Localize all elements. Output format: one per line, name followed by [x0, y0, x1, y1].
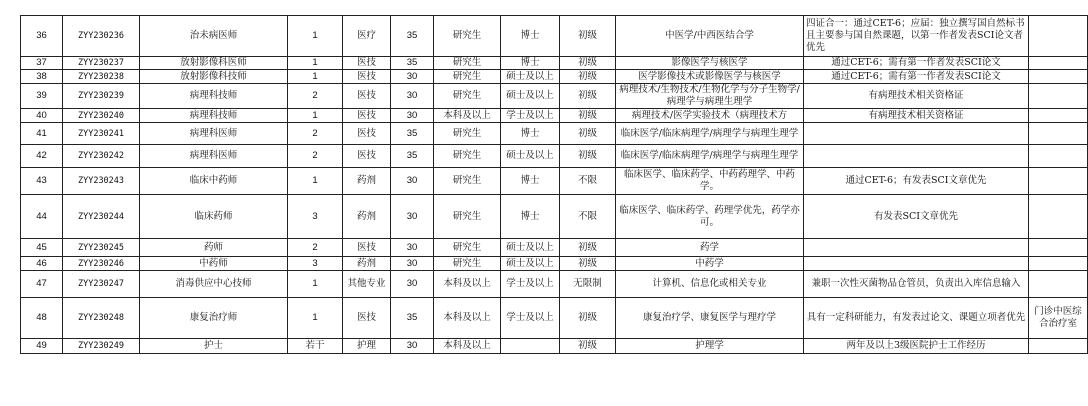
degree-cell: 硕士及以上 [501, 257, 560, 271]
requirement-cell [804, 257, 1029, 271]
age-limit-cell: 30 [391, 239, 434, 257]
degree-cell: 博士 [501, 16, 560, 57]
position-code-cell: ZYY230240 [63, 109, 140, 123]
title-level-cell: 初级 [560, 109, 616, 123]
position-code-cell: ZYY230239 [63, 84, 140, 109]
major-cell: 临床医学/临床病理学/病理学与病理生理学 [616, 145, 804, 168]
position-category-cell: 医技 [343, 123, 391, 145]
hire-count-cell: 1 [288, 298, 343, 339]
position-code-cell: ZYY230237 [63, 57, 140, 70]
requirement-cell [804, 123, 1029, 145]
table-row [21, 84, 1088, 109]
position-name-cell: 药师 [140, 239, 288, 257]
education-cell: 研究生 [434, 257, 501, 271]
position-category-cell: 药剂 [343, 195, 391, 239]
position-name-cell: 治未病医师 [140, 16, 288, 57]
requirement-cell: 通过CET-6；有发表SCI文章优先 [804, 168, 1029, 195]
row-number-cell: 45 [21, 239, 63, 257]
recruitment-table [20, 15, 1088, 354]
hire-count-cell: 2 [288, 145, 343, 168]
row-number-cell: 42 [21, 145, 63, 168]
title-level-cell: 初级 [560, 257, 616, 271]
position-name-cell: 消毒供应中心技师 [140, 271, 288, 298]
note-cell [1029, 257, 1088, 271]
table-row [21, 57, 1088, 70]
title-level-cell: 初级 [560, 239, 616, 257]
hire-count-cell: 2 [288, 239, 343, 257]
position-name-cell: 护士 [140, 339, 288, 354]
row-number-cell: 44 [21, 195, 63, 239]
row-number-cell: 43 [21, 168, 63, 195]
note-cell [1029, 271, 1088, 298]
education-cell: 研究生 [434, 145, 501, 168]
position-name-cell: 放射影像科技师 [140, 70, 288, 84]
major-cell: 康复治疗学、康复医学与理疗学 [616, 298, 804, 339]
education-cell: 研究生 [434, 239, 501, 257]
row-number-cell: 41 [21, 123, 63, 145]
hire-count-cell: 3 [288, 195, 343, 239]
position-code-cell: ZYY230249 [63, 339, 140, 354]
degree-cell: 硕士及以上 [501, 239, 560, 257]
position-name-cell: 病理科医师 [140, 145, 288, 168]
degree-cell: 硕士及以上 [501, 84, 560, 109]
hire-count-cell: 2 [288, 84, 343, 109]
table-row [21, 239, 1088, 257]
education-cell: 本科及以上 [434, 298, 501, 339]
title-level-cell: 不限 [560, 195, 616, 239]
row-number-cell: 37 [21, 57, 63, 70]
position-category-cell: 医技 [343, 145, 391, 168]
major-cell: 临床医学、临床药学、中药药理学、中药学。 [616, 168, 804, 195]
hire-count-cell: 1 [288, 168, 343, 195]
requirement-cell: 有病理技术相关资格证 [804, 84, 1029, 109]
education-cell: 研究生 [434, 16, 501, 57]
table-row [21, 168, 1088, 195]
degree-cell: 博士 [501, 195, 560, 239]
table-row [21, 70, 1088, 84]
requirement-cell: 两年及以上3级医院护士工作经历 [804, 339, 1029, 354]
requirement-cell: 具有一定科研能力，有发表过论文、课题立项者优先 [804, 298, 1029, 339]
position-name-cell: 病理科技师 [140, 84, 288, 109]
position-name-cell: 病理科医师 [140, 123, 288, 145]
age-limit-cell: 30 [391, 195, 434, 239]
position-code-cell: ZYY230243 [63, 168, 140, 195]
major-cell: 中药学 [616, 257, 804, 271]
degree-cell: 学士及以上 [501, 298, 560, 339]
requirement-cell: 有病理技术相关资格证 [804, 109, 1029, 123]
row-number-cell: 48 [21, 298, 63, 339]
degree-cell [501, 339, 560, 354]
degree-cell: 学士及以上 [501, 271, 560, 298]
position-category-cell: 医技 [343, 239, 391, 257]
age-limit-cell: 30 [391, 70, 434, 84]
position-name-cell: 病理科技师 [140, 109, 288, 123]
title-level-cell: 不限 [560, 168, 616, 195]
position-category-cell: 药剂 [343, 257, 391, 271]
degree-cell: 硕士及以上 [501, 145, 560, 168]
note-cell [1029, 16, 1088, 57]
major-cell: 护理学 [616, 339, 804, 354]
degree-cell: 博士 [501, 123, 560, 145]
position-code-cell: ZYY230245 [63, 239, 140, 257]
major-cell: 影像医学与核医学 [616, 57, 804, 70]
note-cell [1029, 339, 1088, 354]
position-code-cell: ZYY230248 [63, 298, 140, 339]
age-limit-cell: 35 [391, 298, 434, 339]
hire-count-cell: 1 [288, 271, 343, 298]
note-cell [1029, 70, 1088, 84]
education-cell: 研究生 [434, 57, 501, 70]
major-cell: 计算机、信息化或相关专业 [616, 271, 804, 298]
major-cell: 临床医学、临床药学、药理学优先，药学亦可。 [616, 195, 804, 239]
requirement-cell: 通过CET-6；需有第一作者发表SCI论文 [804, 57, 1029, 70]
position-name-cell: 康复治疗师 [140, 298, 288, 339]
note-cell: 门诊中医综合治疗室 [1029, 298, 1088, 339]
hire-count-cell: 1 [288, 109, 343, 123]
note-cell [1029, 168, 1088, 195]
age-limit-cell: 30 [391, 271, 434, 298]
education-cell: 研究生 [434, 84, 501, 109]
education-cell: 本科及以上 [434, 109, 501, 123]
position-code-cell: ZYY230246 [63, 257, 140, 271]
age-limit-cell: 30 [391, 168, 434, 195]
education-cell: 本科及以上 [434, 271, 501, 298]
note-cell [1029, 84, 1088, 109]
age-limit-cell: 35 [391, 16, 434, 57]
table-row [21, 271, 1088, 298]
education-cell: 研究生 [434, 123, 501, 145]
hire-count-cell: 1 [288, 16, 343, 57]
row-number-cell: 47 [21, 271, 63, 298]
table-row [21, 109, 1088, 123]
age-limit-cell: 35 [391, 145, 434, 168]
education-cell: 本科及以上 [434, 339, 501, 354]
age-limit-cell: 30 [391, 84, 434, 109]
note-cell [1029, 57, 1088, 70]
position-category-cell: 其他专业 [343, 271, 391, 298]
position-category-cell: 医技 [343, 298, 391, 339]
education-cell: 研究生 [434, 168, 501, 195]
position-name-cell: 放射影像科医师 [140, 57, 288, 70]
table-row [21, 145, 1088, 168]
row-number-cell: 36 [21, 16, 63, 57]
degree-cell: 硕士及以上 [501, 70, 560, 84]
requirement-cell: 兼职一次性灭菌物品仓管员，负责出入库信息输入 [804, 271, 1029, 298]
table-row [21, 257, 1088, 271]
note-cell [1029, 239, 1088, 257]
position-category-cell: 护理 [343, 339, 391, 354]
position-name-cell: 中药师 [140, 257, 288, 271]
row-number-cell: 38 [21, 70, 63, 84]
position-code-cell: ZYY230236 [63, 16, 140, 57]
position-category-cell: 医技 [343, 84, 391, 109]
requirement-cell: 有发表SCI文章优先 [804, 195, 1029, 239]
position-code-cell: ZYY230242 [63, 145, 140, 168]
age-limit-cell: 35 [391, 123, 434, 145]
table-row [21, 339, 1088, 354]
age-limit-cell: 30 [391, 109, 434, 123]
education-cell: 研究生 [434, 195, 501, 239]
degree-cell: 学士及以上 [501, 109, 560, 123]
title-level-cell: 无限制 [560, 271, 616, 298]
note-cell [1029, 123, 1088, 145]
title-level-cell: 初级 [560, 57, 616, 70]
position-category-cell: 药剂 [343, 168, 391, 195]
title-level-cell: 初级 [560, 298, 616, 339]
position-code-cell: ZYY230238 [63, 70, 140, 84]
age-limit-cell: 35 [391, 57, 434, 70]
degree-cell: 博士 [501, 57, 560, 70]
row-number-cell: 46 [21, 257, 63, 271]
hire-count-cell: 3 [288, 257, 343, 271]
major-cell: 临床医学/临床病理学/病理学与病理生理学 [616, 123, 804, 145]
hire-count-cell: 2 [288, 123, 343, 145]
major-cell: 医学影像技术或影像医学与核医学 [616, 70, 804, 84]
table-row [21, 123, 1088, 145]
position-category-cell: 医技 [343, 57, 391, 70]
degree-cell: 博士 [501, 168, 560, 195]
position-code-cell: ZYY230247 [63, 271, 140, 298]
title-level-cell: 初级 [560, 123, 616, 145]
table-row [21, 16, 1088, 57]
requirement-cell [804, 239, 1029, 257]
position-name-cell: 临床药师 [140, 195, 288, 239]
position-code-cell: ZYY230241 [63, 123, 140, 145]
title-level-cell: 初级 [560, 339, 616, 354]
title-level-cell: 初级 [560, 70, 616, 84]
requirement-cell: 四证合一：通过CET-6；应届：独立撰写国自然标书且主要参与国自然课题，以第一作者发表SCI论文者优先 [804, 16, 1029, 57]
position-category-cell: 医技 [343, 70, 391, 84]
major-cell: 中医学/中西医结合学 [616, 16, 804, 57]
title-level-cell: 初级 [560, 84, 616, 109]
row-number-cell: 39 [21, 84, 63, 109]
note-cell [1029, 145, 1088, 168]
note-cell [1029, 109, 1088, 123]
hire-count-cell: 1 [288, 57, 343, 70]
position-code-cell: ZYY230244 [63, 195, 140, 239]
education-cell: 研究生 [434, 70, 501, 84]
row-number-cell: 49 [21, 339, 63, 354]
title-level-cell: 初级 [560, 16, 616, 57]
row-number-cell: 40 [21, 109, 63, 123]
major-cell: 病理技术/生物技术/生物化学与分子生物学/病理学与病理生理学 [616, 84, 804, 109]
requirement-cell [804, 145, 1029, 168]
table-row [21, 195, 1088, 239]
note-cell [1029, 195, 1088, 239]
age-limit-cell: 30 [391, 339, 434, 354]
position-name-cell: 临床中药师 [140, 168, 288, 195]
title-level-cell: 初级 [560, 145, 616, 168]
major-cell: 病理技术/医学实验技术（病理技术方 [616, 109, 804, 123]
age-limit-cell: 30 [391, 257, 434, 271]
requirement-cell: 通过CET-6；需有第一作者发表SCI论文 [804, 70, 1029, 84]
major-cell: 药学 [616, 239, 804, 257]
position-category-cell: 医技 [343, 109, 391, 123]
hire-count-cell: 若干 [288, 339, 343, 354]
position-category-cell: 医疗 [343, 16, 391, 57]
hire-count-cell: 1 [288, 70, 343, 84]
table-row [21, 298, 1088, 339]
